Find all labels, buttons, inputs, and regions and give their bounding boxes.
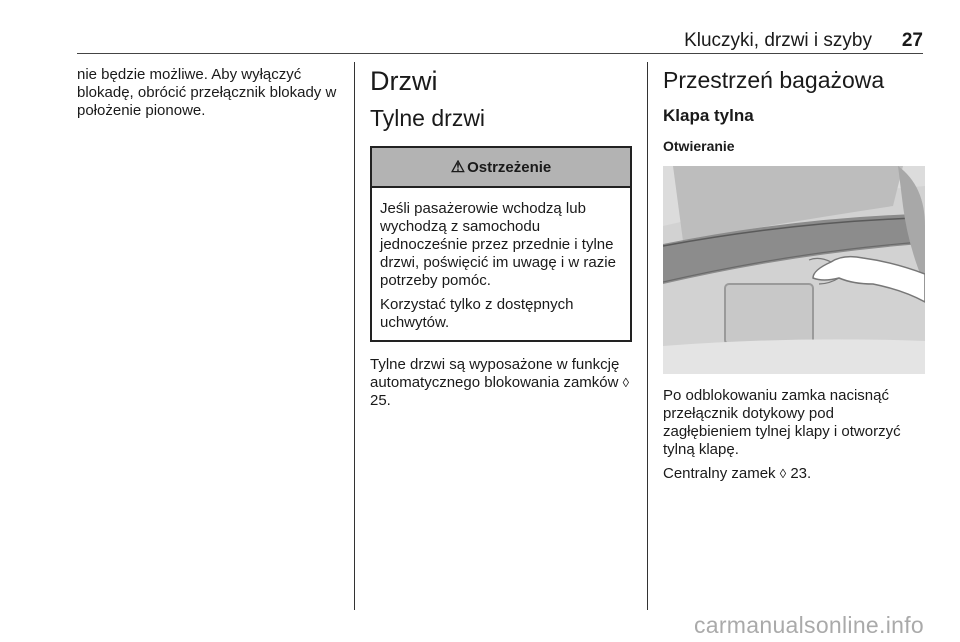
col3-paragraph-2 xyxy=(663,465,925,483)
col3-paragraph-text: Centralny zamek xyxy=(663,465,776,482)
section-heading-luggage: Przestrzeń bagażowa xyxy=(663,67,885,93)
column-divider-1 xyxy=(354,62,355,610)
warning-paragraph-2: Korzystać tylko z dostępnych uchwytów. xyxy=(380,296,574,331)
cross-reference-icon: ◊ xyxy=(779,466,787,481)
cross-reference-icon: ◊ xyxy=(622,375,630,390)
subheading-tailgate: Klapa tylna xyxy=(663,106,754,125)
warning-header xyxy=(372,148,630,188)
col3-paragraph-1: Po odblokowaniu zamka nacisnąć przełącznik dotykowy pod zagłębieniem tylnej klapy i otworzyć tylną klapę. xyxy=(663,387,901,458)
col3-ref-page[interactable]: 23. xyxy=(790,465,812,482)
col1-paragraph: nie będzie możliwe. Aby wyłączyć blokadę, obrócić przełącznik blokady w położenie pionowe. xyxy=(77,66,337,119)
subheading-opening: Otwieranie xyxy=(663,138,735,154)
warning-body xyxy=(372,188,630,340)
warning-triangle-icon: ⚠ xyxy=(450,159,466,176)
column-3 xyxy=(663,66,925,483)
header-rule xyxy=(77,53,923,54)
col2-ref-page[interactable]: 25. xyxy=(370,392,391,409)
col2-paragraph xyxy=(370,356,632,410)
warning-title: Ostrzeżenie xyxy=(467,158,552,176)
header-title: Kluczyki, drzwi i szyby xyxy=(684,30,872,51)
watermark: carmanualsonline.info xyxy=(693,612,924,638)
warning-box xyxy=(370,146,632,342)
column-divider-2 xyxy=(647,62,648,610)
col2-paragraph-text: Tylne drzwi są wyposażone w funkcję automatycznego blokowania zamków xyxy=(370,356,620,391)
page-number: 27 xyxy=(901,30,923,51)
tailgate-photo xyxy=(663,166,925,374)
subheading-rear-doors: Tylne drzwi xyxy=(370,105,486,131)
column-1 xyxy=(77,66,342,120)
warning-paragraph-1: Jeśli pasażerowie wchodzą lub wychodzą z samochodu jednocześnie przez przednie i tylne drzwi, poświęcić im uwagę i w razie potrzeby pomóc. xyxy=(380,200,616,289)
column-2 xyxy=(370,66,632,410)
section-heading-doors: Drzwi xyxy=(370,66,438,96)
